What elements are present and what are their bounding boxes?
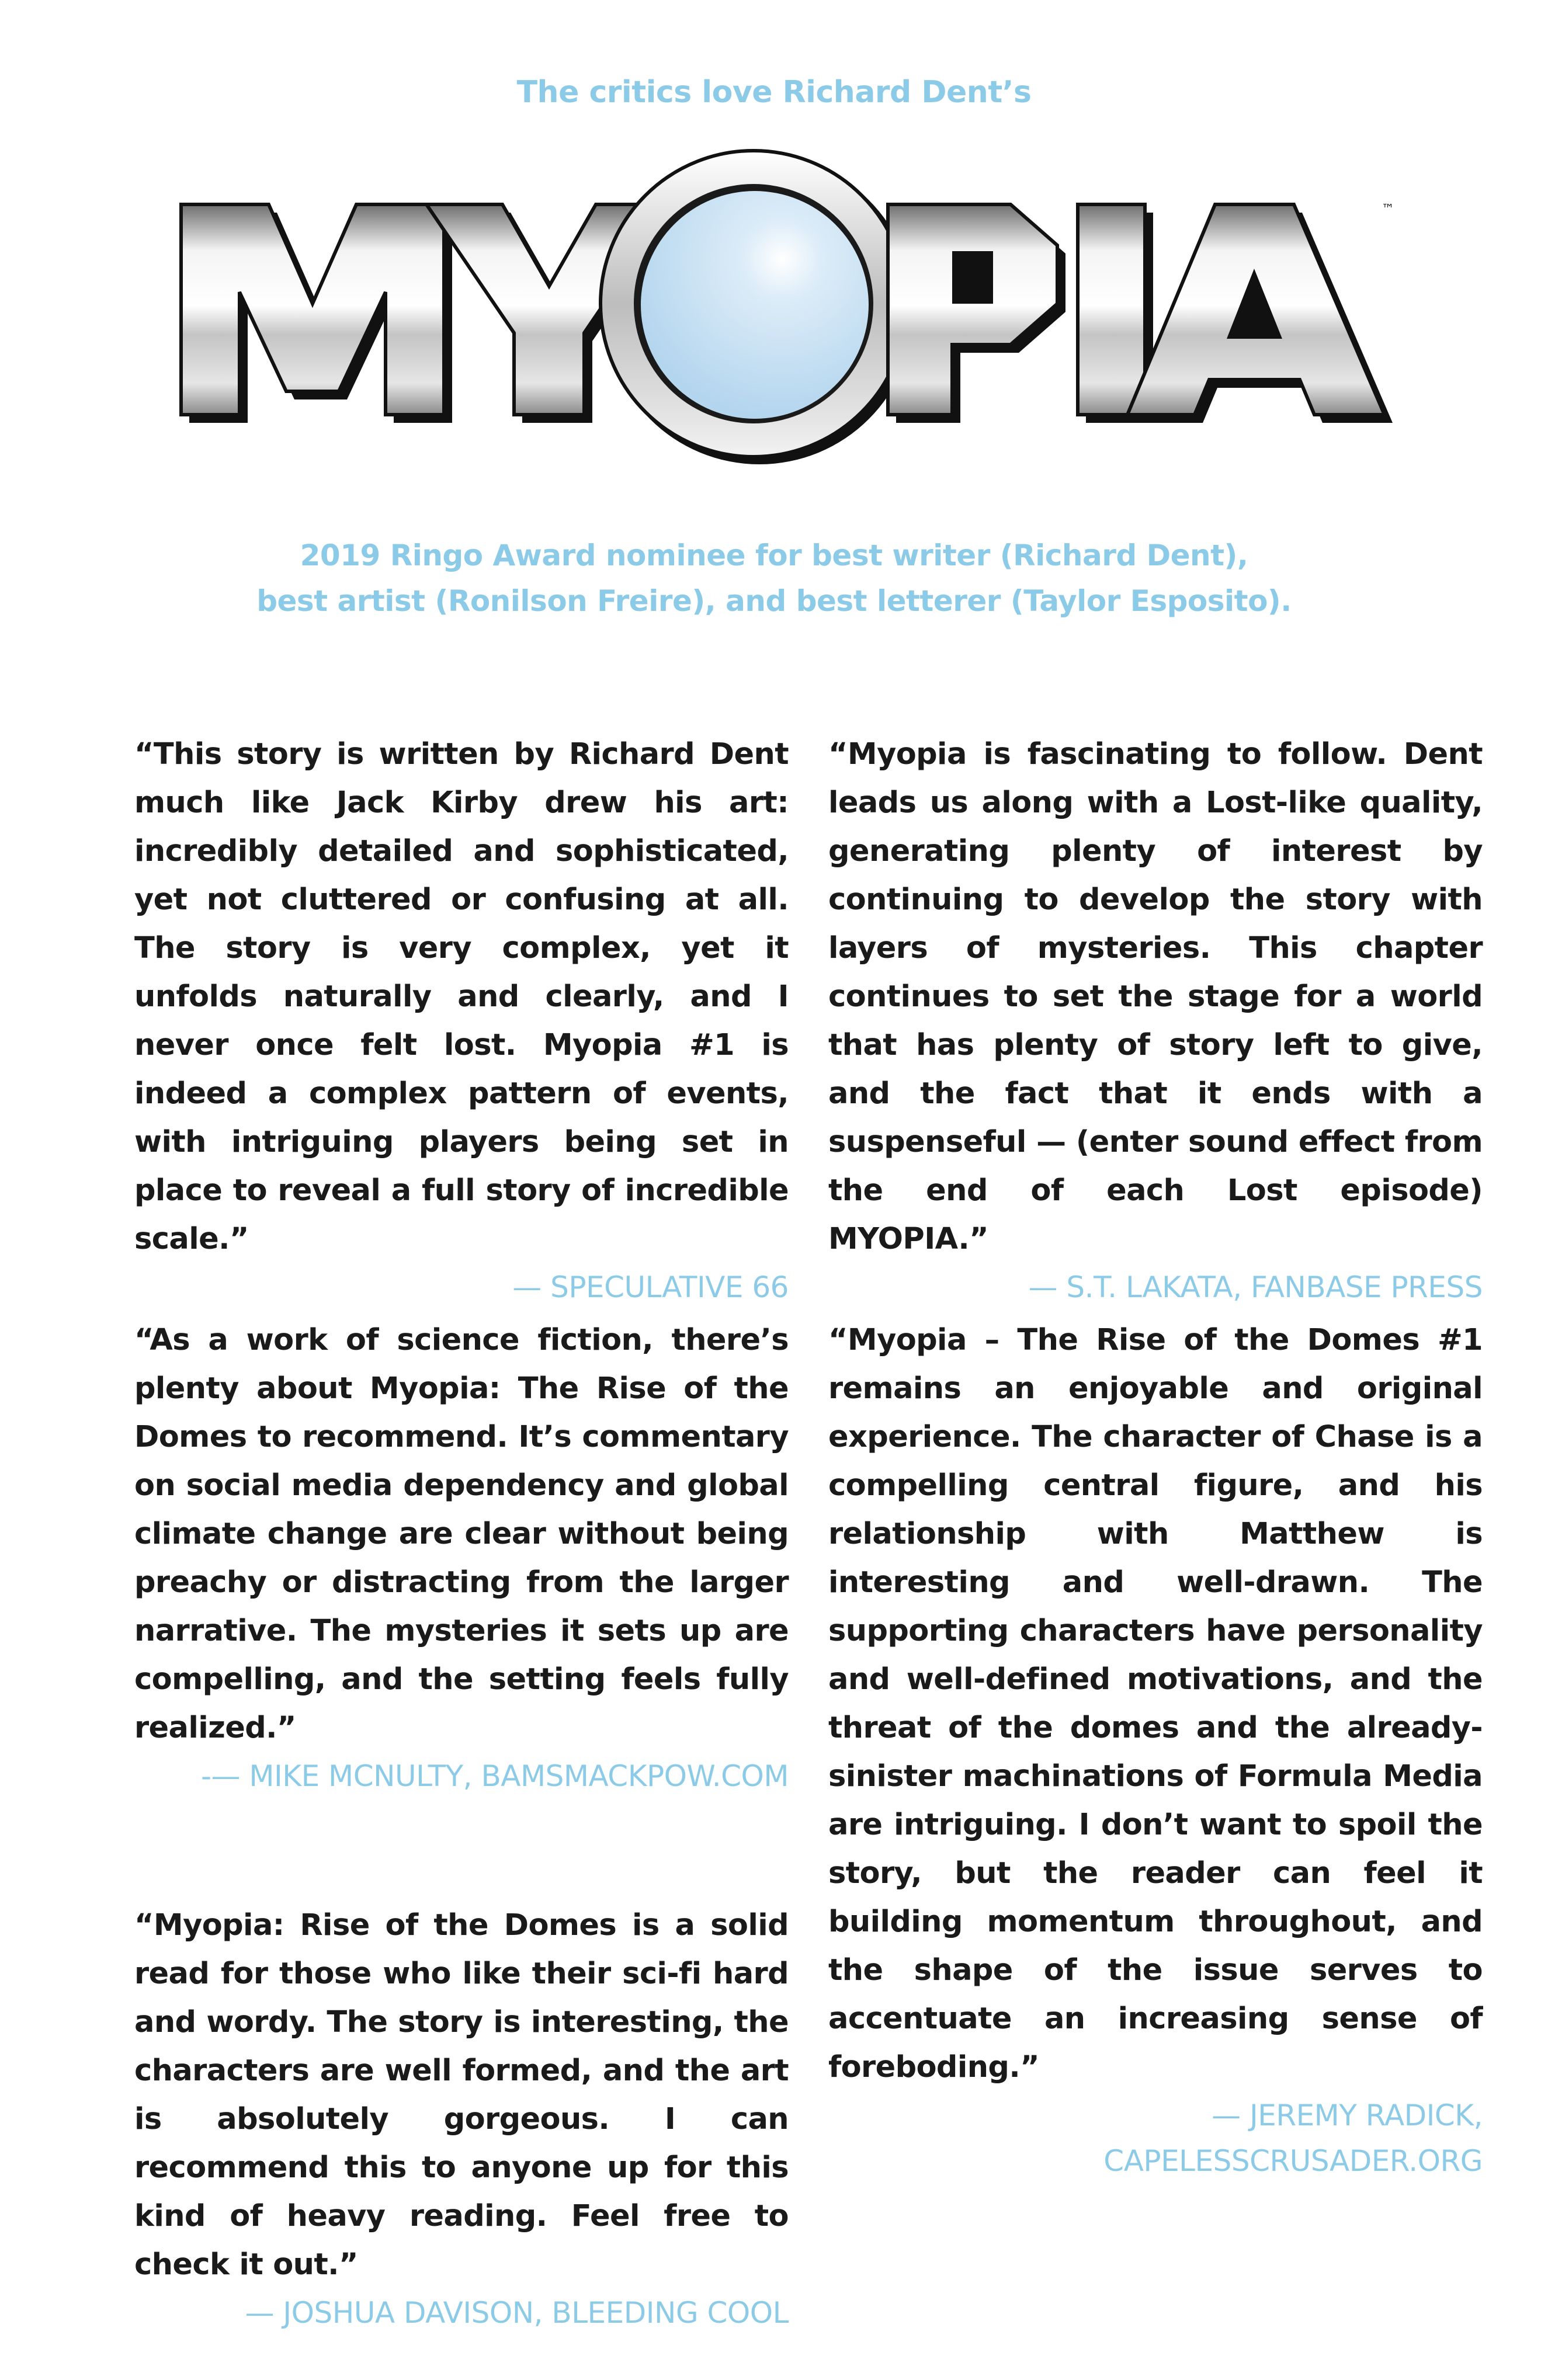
award-line-1: 2019 Ringo Award nominee for best writer (Richard Dent), — [300, 538, 1248, 572]
intro-tagline: The critics love Richard Dent’s — [516, 75, 1032, 110]
review-quote-1 — [134, 730, 789, 1311]
review-quote-3 — [134, 1316, 789, 1800]
review-quote-4 — [134, 1901, 789, 2337]
review-quote-5 — [828, 1316, 1483, 2185]
quote-text: “Myopia: Rise of the Domes is a solid read for those who like their sci-fi hard and wordy. The story is interesting, the characters are well formed, and the art is absolutely gorgeous. I can recommend this to anyone up for this kind of heavy reading. Feel free to check it out.” — [134, 1908, 789, 2282]
quote-text: “Myopia – The Rise of the Domes #1 remains an enjoyable and original experience. The character of Chase is a compelling central figure, and his relationship with Matthew is interesting and well-drawn. The supporting characters have personality and well-defined motivations, and the threat of the domes and the already-sinister machinations of Formula Media are intriguing. I don’t want to spoil the story, but the reader can feel it building momentum throughout, and the shape of the issue serves to accentuate an increasing sense of foreboding.” — [828, 1323, 1483, 2084]
quote-attribution: — JOSHUA DAVISON, BLEEDING COOL — [245, 2296, 789, 2330]
quote-attribution-line-2: CAPELESSCRUSADER.ORG — [1103, 2144, 1483, 2178]
quote-attribution: — SPECULATIVE 66 — [512, 1270, 789, 1304]
logo-trademark: ™ — [1382, 202, 1394, 217]
quote-text: “Myopia is fascinating to follow. Dent leads us along with a Lost-like quality, generating plenty of interest by continuing to develop the story with layers of mysteries. This chapter continues to set the stage for a world that has plenty of story left to give, and the fact that it ends with a suspenseful — (enter sound effect from the end of each Lost episode) MYOPIA.” — [828, 737, 1483, 1256]
logo-lens — [641, 191, 869, 419]
quote-text: “As a work of science fiction, there’s plenty about Myopia: The Rise of the Domes to recommend. It’s commentary on social media dependency and global climate change are clear without being preachy or distracting from the larger narrative. The mysteries it sets up are compelling, and the setting feels fully realized.” — [134, 1323, 789, 1745]
myopia-logo-art — [169, 134, 1484, 496]
award-note — [0, 533, 1548, 624]
myopia-logo — [169, 134, 1484, 496]
quote-attribution: -— MIKE MCNULTY, BAMSMACKPOW.COM — [200, 1759, 789, 1793]
logo-letter-p — [888, 204, 1057, 415]
review-quote-2 — [828, 730, 1483, 1311]
award-line-2: best artist (Ronilson Freire), and best letterer (Taylor Esposito). — [256, 584, 1292, 618]
logo-letter-m — [181, 204, 444, 415]
quote-attribution: — S.T. LAKATA, FANBASE PRESS — [1028, 1270, 1483, 1304]
quote-attribution-line-1: — JEREMY RADICK, — [1212, 2098, 1483, 2132]
quote-text: “This story is written by Richard Dent much like Jack Kirby drew his art: incredibly detailed and sophisticated, yet not cluttered or confusing at all. The story is very complex, yet it unfolds naturally and clearly, and I never once felt lost. Myopia #1 is indeed a complex pattern of events, with intriguing players being set in place to reveal a full story of incredible scale.” — [134, 737, 789, 1256]
logo-letter-i — [1078, 204, 1145, 415]
